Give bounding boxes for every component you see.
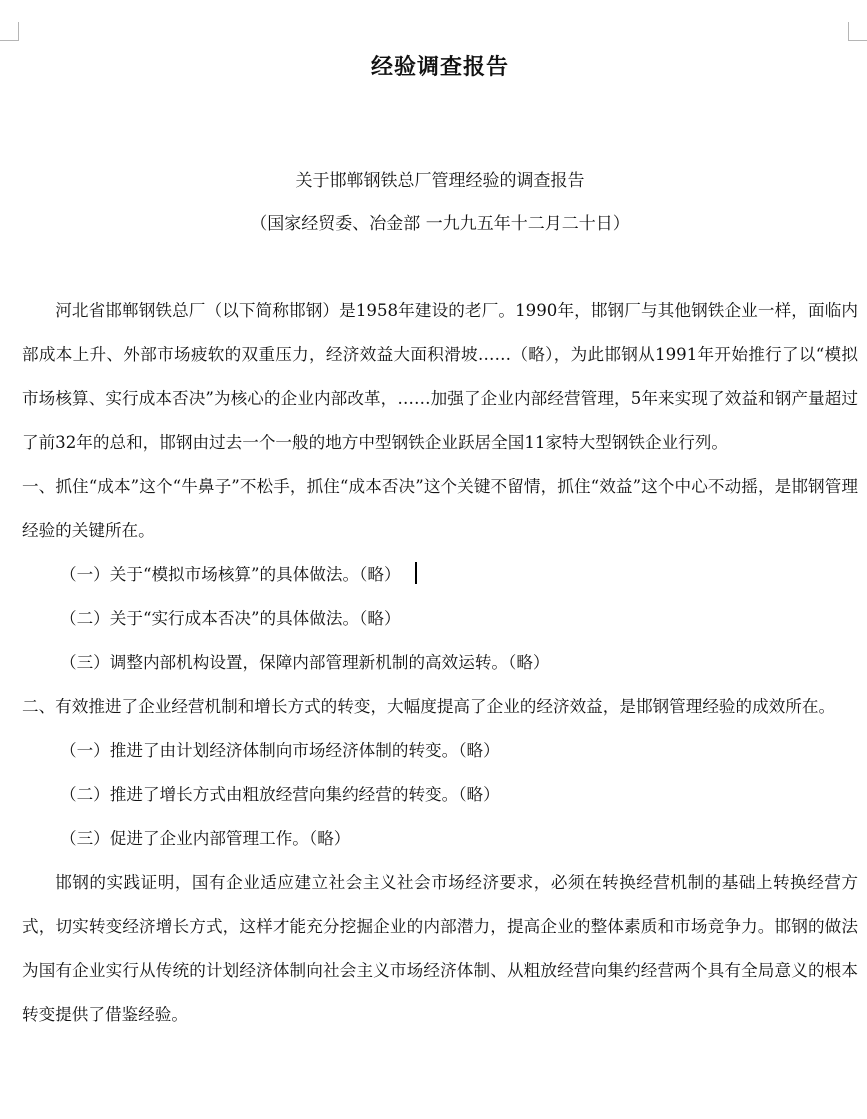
section-1-heading[interactable]: 一、抓住“成本”这个“牛鼻子”不松手，抓住“成本否决”这个关键不留情，抓住“效益”这个中心不动摇，是邯钢管理经验的关键所在。: [22, 477, 858, 540]
section-1-item-1-text: （一）关于“模拟市场核算”的具体做法。（略）: [60, 565, 401, 584]
text-cursor: [415, 562, 417, 584]
section-1-item-1[interactable]: [22, 553, 858, 597]
section-2-item-2[interactable]: （二）推进了增长方式由粗放经营向集约经营的转变。（略）: [60, 785, 500, 804]
section-2-item-1[interactable]: （一）推进了由计划经济体制向市场经济体制的转变。（略）: [60, 741, 500, 760]
section-2-heading[interactable]: 二、有效推进了企业经营机制和增长方式的转变，大幅度提高了企业的经济效益，是邯钢管理经验的成效所在。: [22, 697, 836, 716]
section-1-item-2[interactable]: （二）关于“实行成本否决”的具体做法。（略）: [60, 609, 401, 628]
report-issuer-date: （国家经贸委、冶金部 一九九五年十二月二十日）: [250, 214, 630, 234]
report-subtitle: 关于邯郸钢铁总厂管理经验的调查报告: [295, 171, 585, 191]
conclusion-paragraph[interactable]: 邯钢的实践证明，国有企业适应建立社会主义社会市场经济要求，必须在转换经营机制的基础上转换经营方式，切实转变经济增长方式，这样才能充分挖掘企业的内部潜力，提高企业的整体素质和市场竞争力。邯钢的做法为国有企业实行从传统的计划经济体制向社会主义市场经济体制、从粗放经营向集约经营两个具有全局意义的根本转变提供了借鉴经验。: [22, 873, 858, 1024]
document-body[interactable]: [22, 289, 858, 1037]
corner-crop-mark-right: [848, 22, 867, 41]
intro-paragraph[interactable]: 河北省邯郸钢铁总厂（以下简称邯钢）是1958年建设的老厂。1990年，邯钢厂与其他钢铁企业一样，面临内部成本上升、外部市场疲软的双重压力，经济效益大面积滑坡……（略），为此邯钢从1991年开始推行了以“模拟市场核算、实行成本否决”为核心的企业内部改革，……加强了企业内部经营管理，5年来实现了效益和钢产量超过了前32年的总和，邯钢由过去一个一般的地方中型钢铁企业跃居全国11家特大型钢铁企业行列。: [22, 301, 858, 452]
corner-crop-mark-left: [0, 22, 19, 41]
section-1-item-3[interactable]: （三）调整内部机构设置，保障内部管理新机制的高效运转。（略）: [60, 653, 550, 672]
section-2-item-3[interactable]: （三）促进了企业内部管理工作。（略）: [60, 829, 351, 848]
document-title: 经验调查报告: [370, 55, 509, 80]
